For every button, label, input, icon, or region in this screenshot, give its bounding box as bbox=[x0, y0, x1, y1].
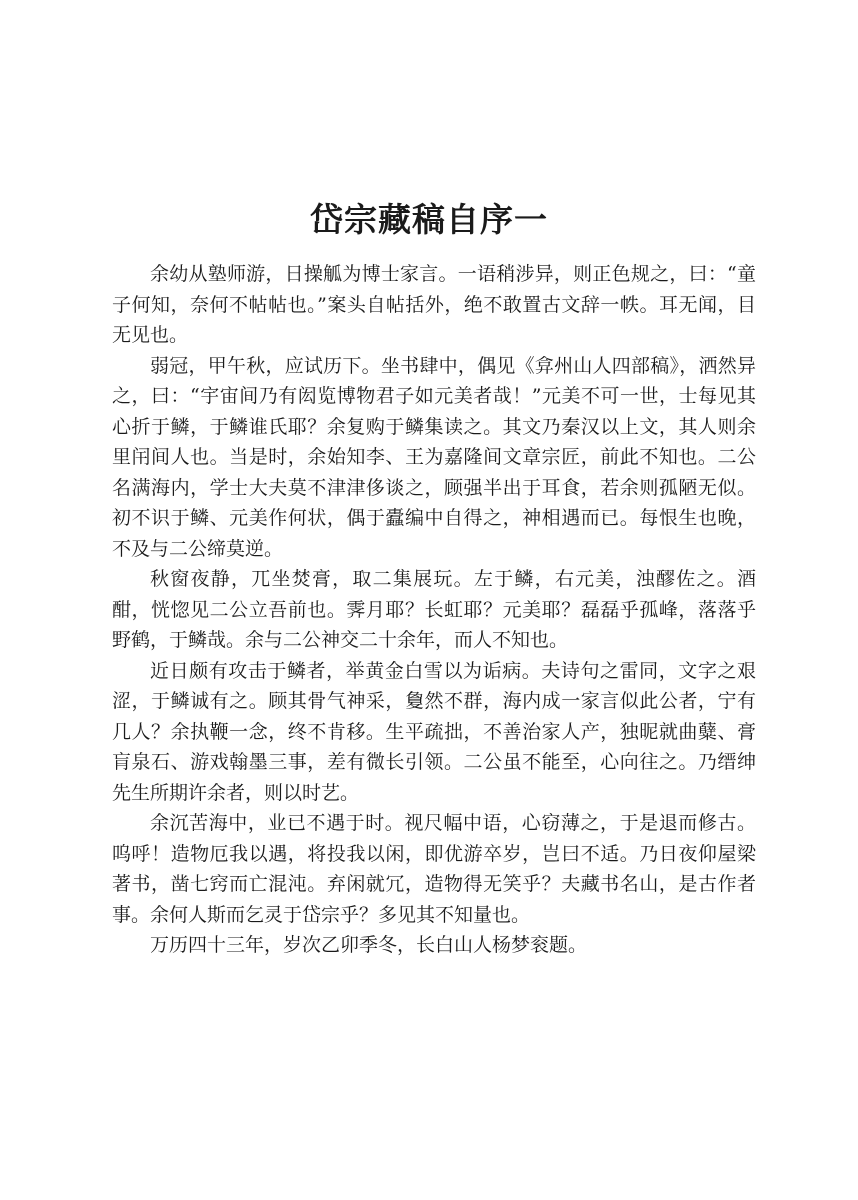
preface-body bbox=[112, 259, 756, 961]
page-title: 岱宗藏稿自序一 bbox=[310, 200, 548, 239]
paragraph-signature: 万历四十三年，岁次乙卯季冬，长白山人杨梦衮题。 bbox=[150, 934, 588, 956]
paragraph-5: 余沉苦海中，业已不遇于时。视尺幅中语，心窃薄之，于是退而修古。呜呼！造物厄我以遇，将投我以闲，即优游卒岁，岂曰不适。乃日夜仰屋梁著书，凿七窍而亡混沌。弃闲就冗，造物得无笑乎？夫藏书名山，是古作者事。余何人斯而乞灵于岱宗乎？多见其不知量也。 bbox=[112, 812, 756, 926]
paragraph-4: 近日颇有攻击于鳞者，举黄金白雪以为诟病。夫诗句之雷同，文字之艰涩，于鳞诚有之。顾其骨气神采，敻然不群，海内成一家言似此公者，宁有几人？余执鞭一念，终不肯移。生平疏拙，不善治家人产，独昵就曲糵、膏肓泉石、游戏翰墨三事，差有微长引领。二公虽不能至，心向往之。乃缙绅先生所期许余者，则以时艺。 bbox=[112, 659, 756, 804]
paragraph-2: 弱冠，甲午秋，应试历下。坐书肆中，偶见《弇州山人四部稿》，洒然异之，曰：“宇宙间乃有闳览博物君子如元美者哉！”元美不可一世，士每见其心折于鳞，于鳞谁氏耶？余复购于鳞集读之。其文乃秦汉以上文，其人则余里闬间人也。当是时，余始知李、王为嘉隆间文章宗匠，前此不知也。二公名满海内，学士大夫莫不津津侈谈之，顾强半出于耳食，若余则孤陋无似。初不识于鳞、元美作何状，偶于蠹编中自得之，神相遇而已。每恨生也晚，不及与二公缔莫逆。 bbox=[112, 354, 756, 560]
paragraph-3: 秋窗夜静，兀坐焚膏，取二集展玩。左于鳞，右元美，浊醪佐之。酒酣，恍惚见二公立吾前也。霁月耶？长虹耶？元美耶？磊磊乎孤峰，落落乎野鹤，于鳞哉。余与二公神交二十余年，而人不知也。 bbox=[112, 568, 756, 651]
paragraph-1: 余幼从塾师游，日操觚为博士家言。一语稍涉异，则正色规之，曰：“童子何知，奈何不帖帖也。”案头自帖括外，绝不敢置古文辞一帙。耳无闻，目无见也。 bbox=[112, 263, 756, 346]
